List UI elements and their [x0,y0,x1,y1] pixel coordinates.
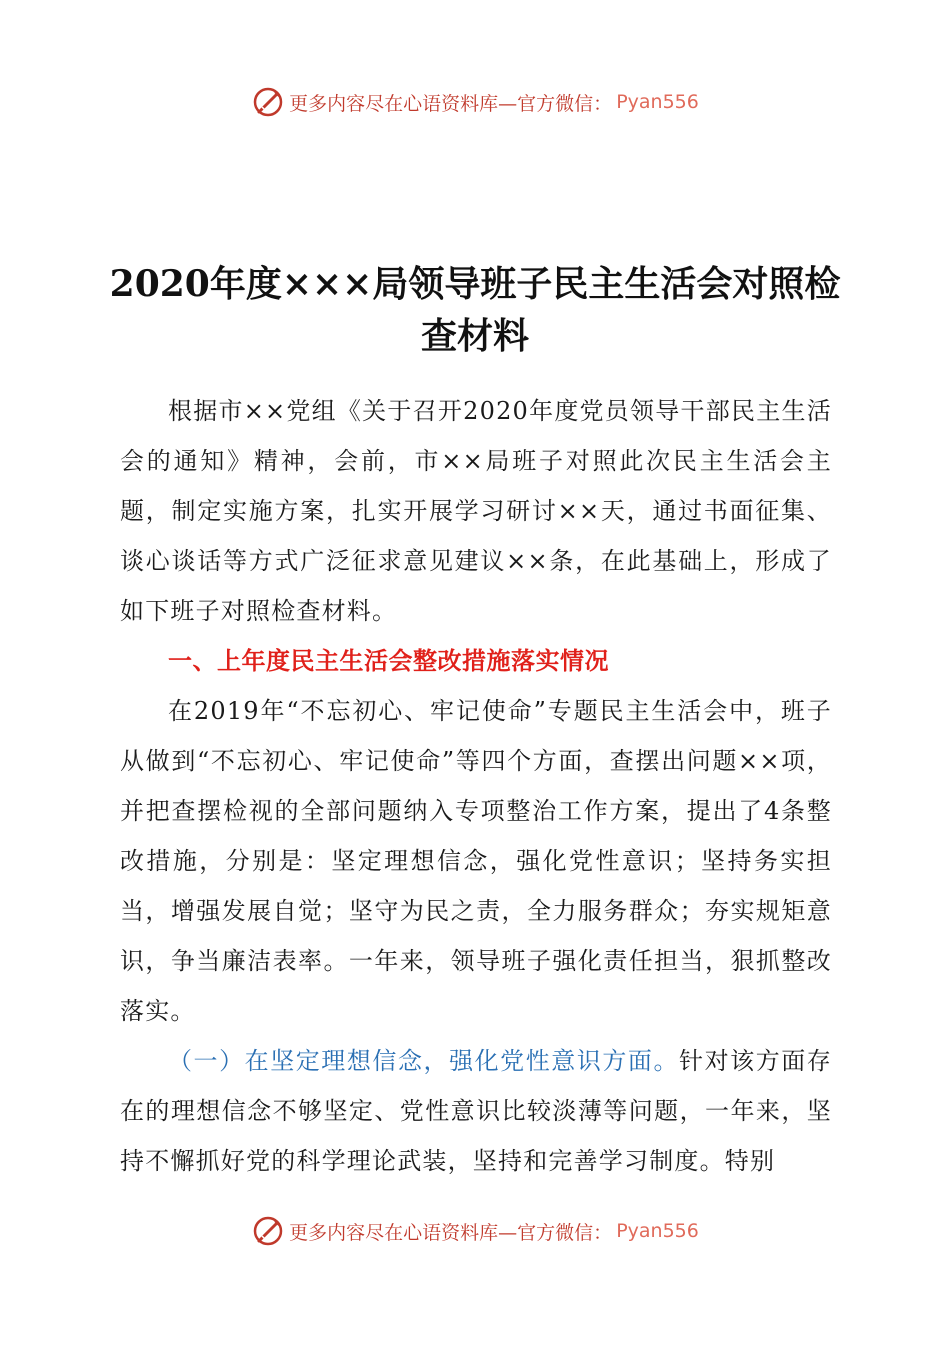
header-watermark-banner [0,82,950,122]
intro-paragraph: 根据市××党组《关于召开2020年度党员领导干部民主生活会的通知》精神，会前，市××局班子对照此次民主生活会主题，制定实施方案，扎实开展学习研讨××天，通过书面征集、谈心谈话等方式广泛征求意见建议××条，在此基础上，形成了如下班子对照检查材料。 [120,397,832,625]
section-1-heading: 一、上年度民主生活会整改措施落实情况 [168,647,609,675]
banner-wechat-label: 官方微信： [517,92,613,115]
footer-watermark-banner [0,1211,950,1251]
title-line-2: 查材料 [420,315,529,357]
pen-logo-icon [251,85,285,119]
section-1-paragraph: 在2019年“不忘初心、牢记使命”专题民主生活会中，班子从做到“不忘初心、牢记使命”等四个方面，查摆出问题××项，并把查摆检视的全部问题纳入专项整治工作方案，提出了4条整改措施，分别是：坚定理想信念，强化党性意识；坚持务实担当，增强发展自觉；坚守为民之责，全力服务群众；夯实规矩意识，争当廉洁表率。一年来，领导班子强化责任担当，狠抓整改落实。 [120,697,832,1025]
document-body [120,386,832,1186]
document-title [100,258,850,362]
banner-text: 更多内容尽在心语资料库— [289,1221,518,1244]
subsection-1-label: （一）在坚定理想信念，强化党性意识方面。 [168,1047,680,1075]
subsection-1-paragraph [120,1036,832,1186]
subsection-1-text: 针对该方面存在的理想信念不够坚定、党性意识比较淡薄等问题，一年来，坚持不懈抓好党的科学理论武装，坚持和完善学习制度。特别 [120,1047,833,1175]
banner-text: 更多内容尽在心语资料库— [289,92,518,115]
banner-wechat-label: 官方微信： [517,1221,613,1244]
banner-wechat-id: Pyan556 [616,1220,699,1242]
pen-logo-icon [251,1214,285,1248]
banner-wechat-id: Pyan556 [616,91,699,113]
title-line-1: 2020年度×××局领导班子民主生活会对照检 [109,263,841,305]
